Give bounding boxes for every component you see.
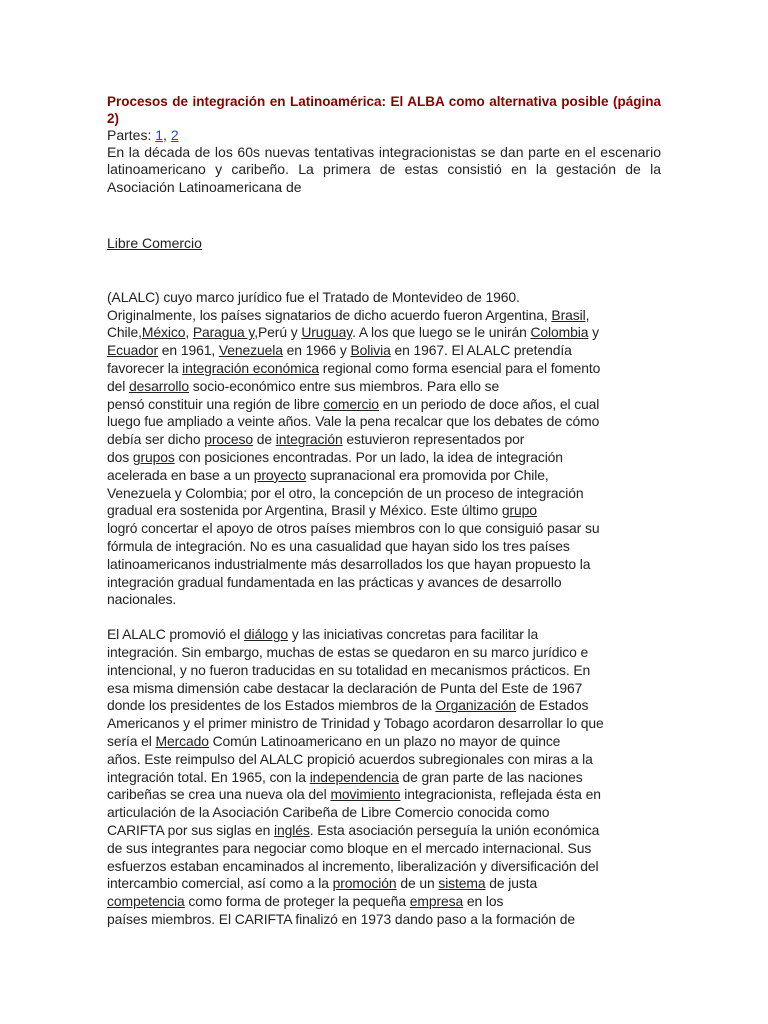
inline-link[interactable]: inglés [273,822,310,838]
intro-paragraph: En la década de los 60s nuevas tentativas integracionistas se dan parte en el escenario latinoamericano y caribeño. La primera de estas consistió en la gestación de la Asociación Latinoamericana de [107,144,661,195]
text-line [107,307,661,325]
text-span: del [107,377,129,394]
text-line [107,875,661,893]
text-span: integración gradual fundamentada en las prácticas y avances de desarrollo [107,573,562,590]
inline-link[interactable]: sistema [438,875,486,892]
text-span: integración. Sin embargo, muchas de estas se quedaron en su marco jurídico e [107,644,589,661]
text-span: en 1961, [158,342,219,359]
article-title: Procesos de integración en Latinoamérica: El ALBA como alternativa posible (página 2) [107,94,661,126]
text-span: (ALALC) cuyo marco jurídico fue el Tratado de Montevideo de 1960. [107,288,520,305]
inline-link[interactable]: integración [275,431,343,448]
text-span: pensó constituir una región de libre [107,395,324,412]
article [107,93,661,929]
inline-link[interactable]: Mercado [155,733,209,750]
text-span: en los [463,893,504,910]
text-span: debía ser dicho [107,431,205,448]
inline-link[interactable]: empresa [409,893,464,910]
text-span: de Estados [516,697,589,714]
inline-link[interactable]: competencia [107,893,185,910]
text-line [107,324,661,342]
text-span: sería el [107,733,156,750]
text-span: Venezuela y Colombia; por el otro, la concepción de un proceso de integración [107,484,584,501]
text-span: dos [107,449,133,466]
text-span: integracionista, reflejada ésta en [400,786,601,803]
text-span: CARIFTA por sus siglas en [107,822,274,838]
text-line [107,556,661,574]
text-span: en un periodo de doce años, el cual [378,395,600,412]
text-line [107,485,661,503]
text-line [107,502,661,520]
text-span: en 1966 y [282,342,351,359]
text-span: caribeñas se crea una nueva ola del [107,786,331,803]
text-line [107,467,661,485]
text-span: nacionales. [107,591,177,608]
text-line [107,680,661,698]
text-span: Originalmente, los países signatarios de dicho acuerdo fueron Argentina, [107,306,552,323]
text-span: luego fue ampliado a veinte años. Vale la pena recalcar que los debates de cómo [107,413,600,430]
text-line [107,715,661,733]
text-line [107,378,661,396]
text-span: latinoamericanos industrialmente más desarrollados los que hayan propuesto la [107,555,591,572]
text-span: y las iniciativas concretas para facilitar la [287,626,539,643]
text-span: socio-económico entre sus miembros. Para ello se [189,377,500,394]
text-line [107,769,661,787]
text-line [107,538,661,556]
part-1-link[interactable]: 1 [155,127,164,143]
text-span: favorecer la [107,360,183,377]
paragraph-2 [107,626,661,929]
text-span: de sus integrantes para negociar como bloque en el mercado internacional. Sus [107,839,592,856]
text-line [107,840,661,858]
inline-link[interactable]: proyecto [253,466,307,483]
inline-link[interactable]: Colombia [530,324,589,341]
inline-link[interactable]: Uruguay [301,324,353,341]
text-line [107,431,661,449]
text-line [107,858,661,876]
text-span: y [588,324,599,341]
parts-label: Partes: [107,127,152,143]
text-span: de justa [485,875,538,892]
text-line [107,804,661,822]
text-span: intercambio comercial, así como a la [107,875,333,892]
text-line [107,626,661,644]
text-span: estuvieron representados por [342,431,525,448]
text-line [107,662,661,680]
text-line [107,644,661,662]
text-line [107,520,661,538]
inline-link[interactable]: grupos [132,449,175,466]
inline-link[interactable]: Bolivia [350,342,391,359]
inline-link[interactable]: promoción [332,875,397,892]
inline-link[interactable]: México [141,324,186,341]
text-span: El ALALC promovió el [107,626,244,643]
text-span: Común Latinoamericano en un plazo no mayor de quince [208,733,561,750]
inline-link[interactable]: grupo [501,502,537,519]
text-line [107,786,661,804]
inline-link[interactable]: proceso [204,431,253,448]
text-span: Chile, [107,324,142,341]
text-line [107,396,661,414]
text-span: en 1967. El ALALC pretendía [390,342,572,359]
inline-link[interactable]: independencia [309,768,399,785]
parts-nav: Partes: 1, 2 [107,127,179,143]
text-span: supranacional era promovida por Chile, [306,466,549,483]
text-span: . Esta asociación perseguía la unión económica [309,822,600,838]
text-span: esa misma dimensión cabe destacar la declaración de Punta del Este de 1967 [107,679,583,696]
text-span: Americanos y el primer ministro de Trinidad y Tobago acordaron desarrollar lo que [107,715,604,732]
text-line [107,574,661,592]
text-span: de [252,431,276,448]
section-heading [107,235,661,252]
text-line [107,911,661,929]
text-span: fórmula de integración. No es una casualidad que hayan sido los tres países [107,538,570,555]
text-span: con posiciones encontradas. Por un lado, la idea de integración [174,449,563,466]
inline-link[interactable]: comercio [323,395,379,412]
text-line [107,697,661,715]
inline-link[interactable]: movimiento [330,786,401,803]
inline-link[interactable]: diálogo [243,626,288,643]
text-span: intencional, y no fueron traducidas en su totalidad en mecanismos prácticos. En [107,661,591,678]
part-2-link[interactable]: 2 [170,127,179,143]
text-line [107,360,661,378]
text-span: acelerada en base a un [107,466,254,483]
text-span: integración total. En 1965, con la [107,768,310,785]
text-line [107,733,661,751]
text-line [107,591,661,609]
text-span: , [585,306,590,323]
text-line [107,289,661,307]
text-line [107,893,661,911]
text-line [107,413,661,431]
text-line [107,751,661,769]
text-span: logró concertar el apoyo de otros países miembros con lo que consiguió pasar su [107,520,600,537]
paragraph-1 [107,289,661,609]
text-span: de gran parte de las naciones [398,768,583,785]
inline-link[interactable]: desarrollo [129,377,189,394]
text-span: esfuerzos estaban encaminados al incremento, liberalización y diversificación del [107,857,599,874]
inline-link[interactable]: Organización [435,697,517,714]
text-span: , [185,324,193,341]
text-span: de un [396,875,439,892]
text-span: articulación de la Asociación Caribeña de Libre Comercio conocida como [107,804,550,821]
libre-comercio-link[interactable]: Libre Comercio [107,234,202,251]
text-line [107,342,661,360]
inline-link[interactable]: Paragua y [192,324,255,341]
inline-link[interactable]: Brasil [551,306,586,323]
text-span: gradual era sostenida por Argentina, Brasil y México. Este último [107,502,502,519]
text-span: donde los presidentes de los Estados miembros de la [107,697,436,714]
text-span: regional como forma esencial para el fomento [319,360,601,377]
inline-link[interactable]: Ecuador [107,342,159,359]
text-span: . A los que luego se le unirán [352,324,531,341]
text-line [107,822,661,840]
text-line [107,449,661,467]
text-span: ,Perú y [254,324,302,341]
text-span: países miembros. El CARIFTA finalizó en 1973 dando paso a la formación de [107,910,576,927]
text-span: años. Este reimpulso del ALALC propició acuerdos subregionales con miras a la [107,750,593,767]
text-span: como forma de proteger la pequeña [184,893,410,910]
inline-link[interactable]: integración económica [182,360,320,377]
inline-link[interactable]: Venezuela [218,342,283,359]
